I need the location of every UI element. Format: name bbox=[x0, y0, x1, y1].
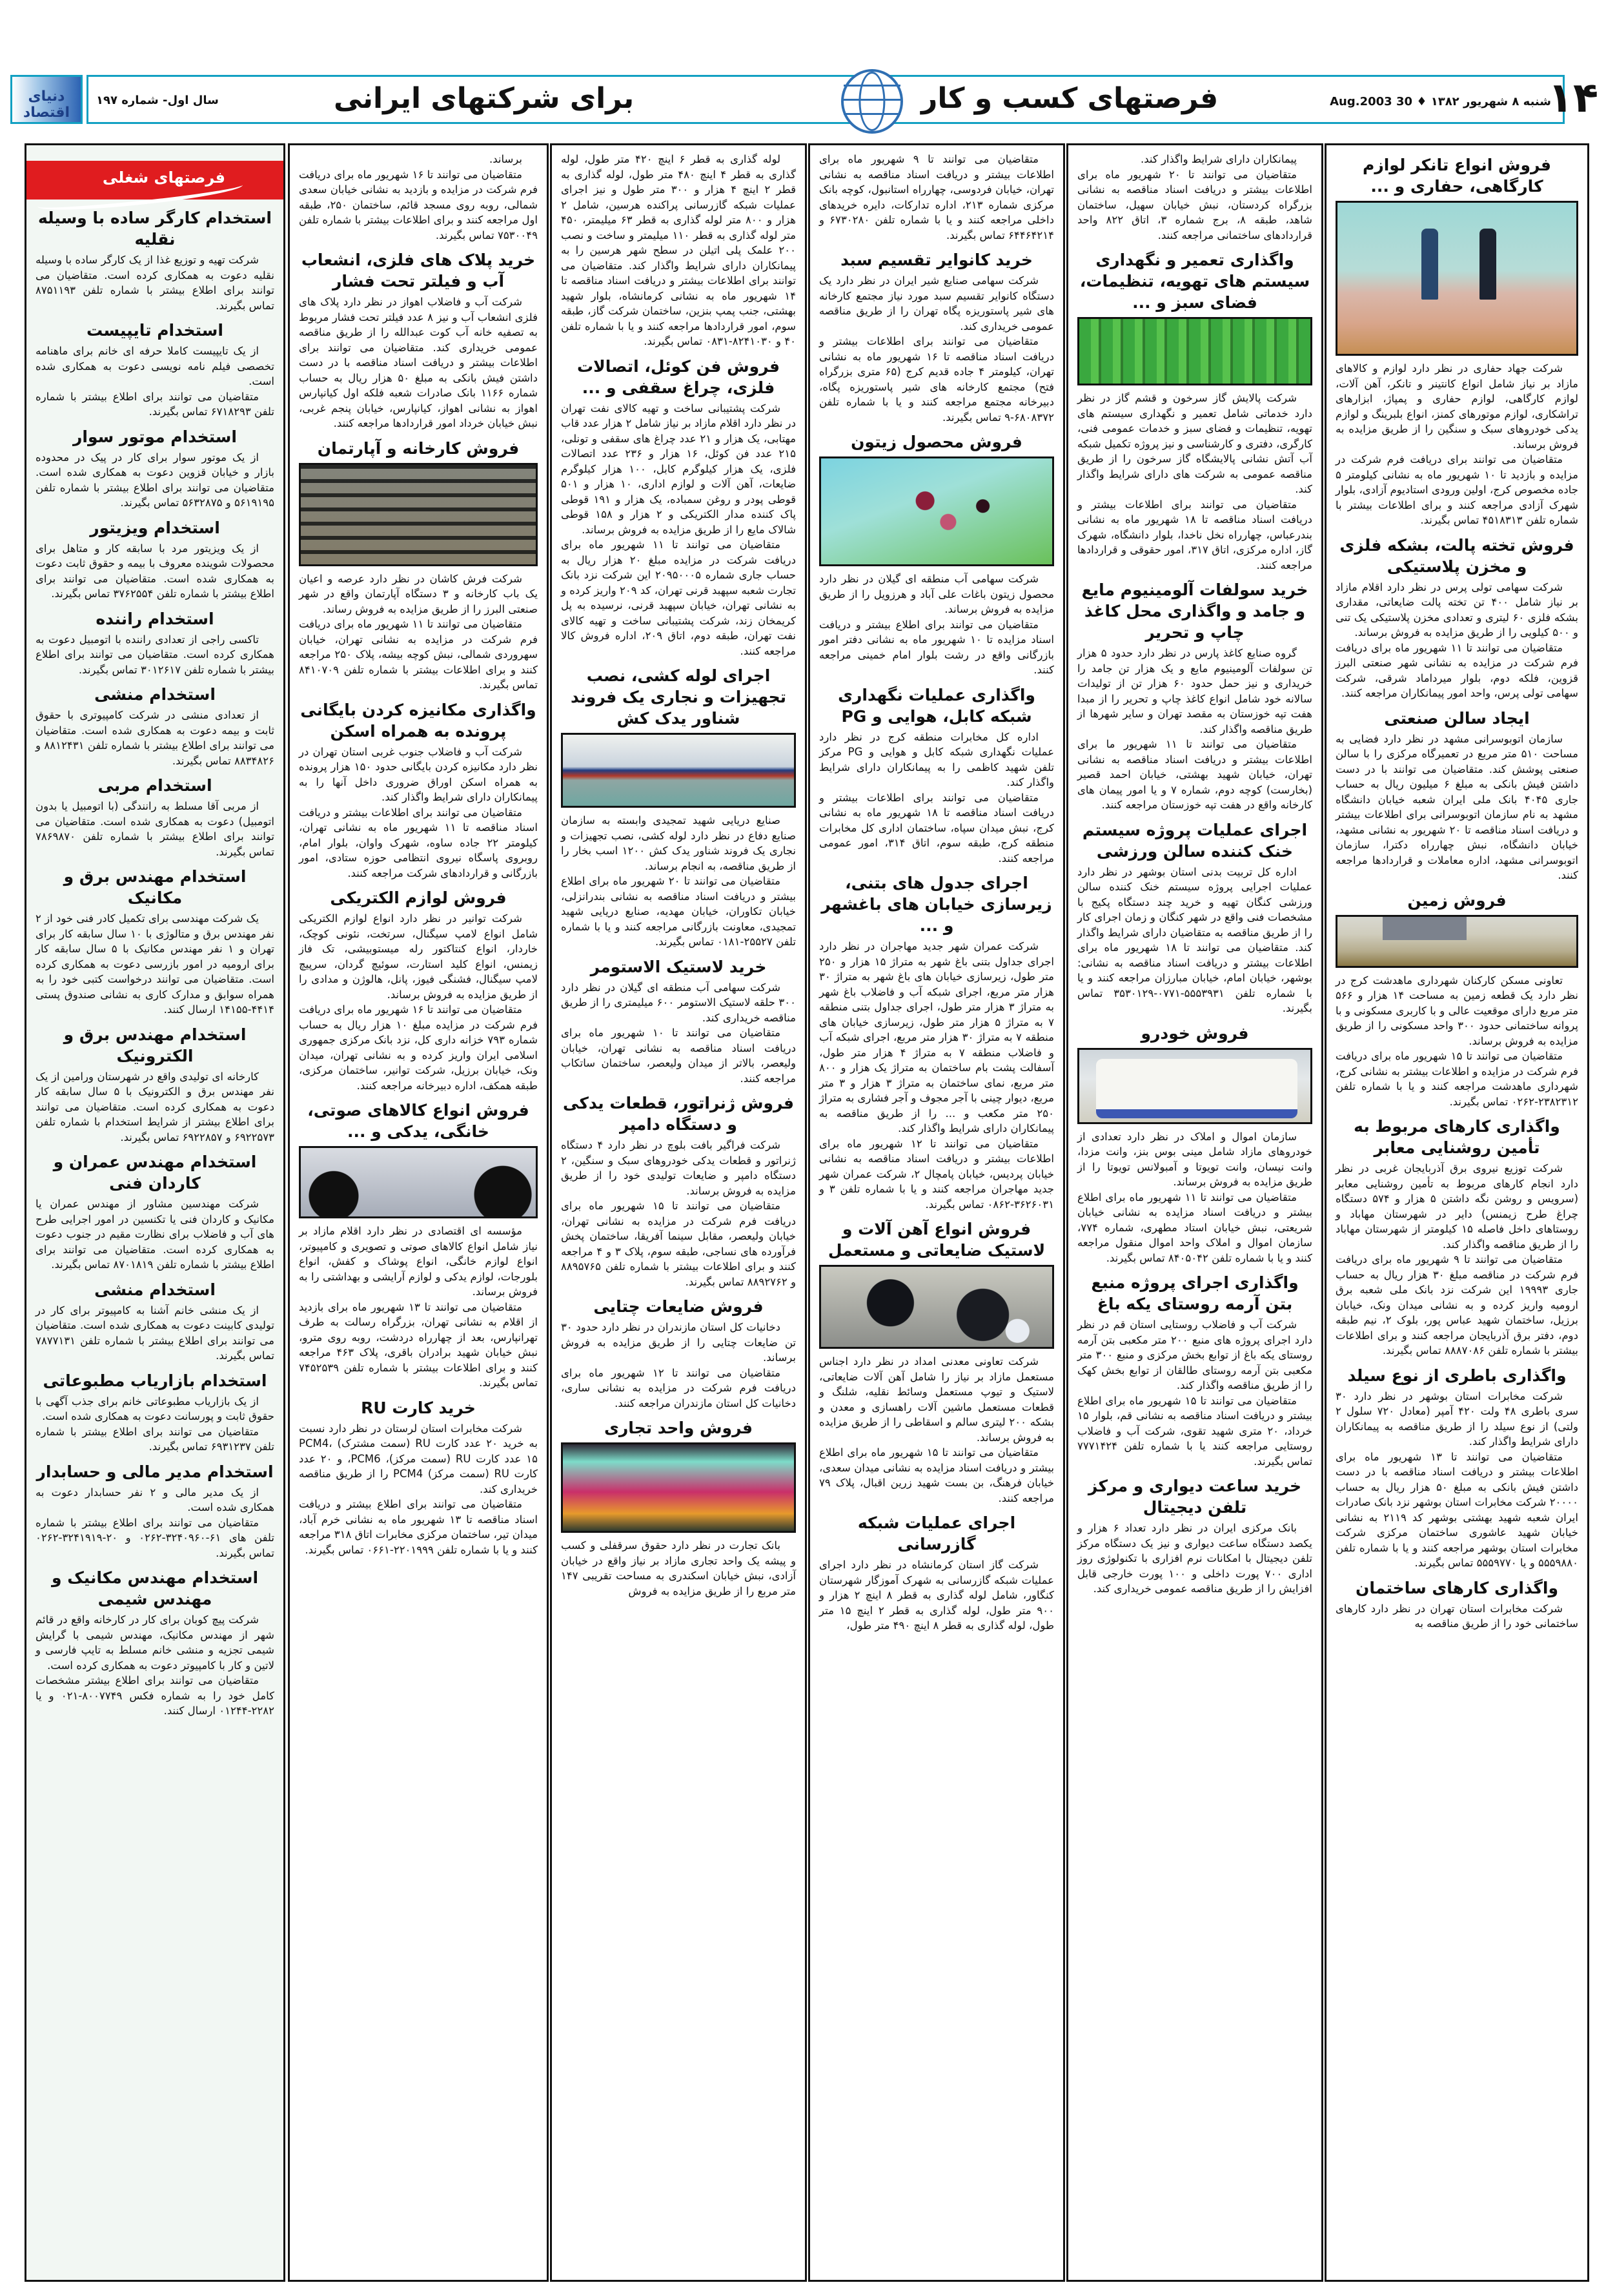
ad-body-paragraph: شرکت فرش کاشان در نظر دارد عرصه و اعیان یک باب کارخانه و ۳ دستگاه آپارتمان واقع در شهر صنعتی البرز را از طریق مزایده به فروش رساند. bbox=[299, 572, 538, 615]
classified-ad bbox=[1077, 1023, 1312, 1266]
ad-body-paragraph: شرکت سهامی تولی پرس در نظر دارد اقلام مازاد بر نیاز شامل ۴۰۰ تن تخته پالت ضایعاتی، مقداری بشکه فلزی ۶۰ لیتری و تعدادی مخزن پلاستیکی یک تنی و ۵۰۰ کیلویی را از طریق مزایده به فروش برساند. bbox=[1336, 580, 1578, 639]
ad-body-paragraph: متقاضیان می توانند برای اطلاع بیشتر با شماره تلفن ۶۹۳۱۲۳۷ تماس بگیرند. bbox=[36, 1425, 274, 1453]
ad-body-paragraph: دخانیات کل استان مازندران در نظر دارد حدود ۳۰ تن ضایعات چتایی را از طریق مزایده به فروش برساند. bbox=[561, 1321, 796, 1364]
classified-ad bbox=[36, 426, 274, 511]
ad-body-paragraph: متقاضیان می توانند تا ۱۳ شهریور ماه برای اطلاعات بیشتر و دریافت اسناد مناقصه با در دست داشتن فیش بانکی به مبلغ ۵۰ هزار ریال به حساب ۲۰۰۰۰ شرکت مخابرات استان بوشهر نزد بانک صادرات ایران شعبه شهید بهشتی بوشهر کد ۲۱۱۹ به نشانی خیابان شهید عاشوری ساختمان مرکزی شرکت مخابرات استان بوشهر مراجعه کنند و یا با شماره تلفن ۵۵۵۹۸۸۰ و یا ۵۵۵۹۷۷۰ تماس بگیرند. bbox=[1336, 1450, 1578, 1569]
ad-headline: فروش انواع کالاهای صوتی، خانگی، یدکی و ... bbox=[307, 1101, 529, 1141]
column-2 bbox=[288, 143, 549, 2282]
ad-headline: خرید کارت RU bbox=[361, 1398, 476, 1417]
classified-ad bbox=[299, 1397, 538, 1558]
classified-ad bbox=[36, 608, 274, 678]
ad-body-paragraph: از یک منشی خانم آشنا به کامپیوتر برای کار در تولیدی کابینت دعوت به همکاری شده است. متقاضیان می توانند برای اطلاع بیشتر با شماره تلفن ۷۸۷۷۱۳۱ تماس بگیرند. bbox=[36, 1304, 274, 1362]
drilling-workers-photo bbox=[1336, 201, 1578, 356]
ad-body-paragraph: شرکت پیچ کوبان برای کار در کارخانه واقع در قائم شهر از مهندس مکانیک، مهندس شیمی با گرایش شیمی تجزیه و منشی خانم مسلط به تایپ فارسی و لاتین و کار با کامپیوتر دعوت به همکاری کرده است. bbox=[36, 1614, 274, 1672]
classified-ad bbox=[819, 1218, 1054, 1506]
ad-headline: فروش کارخانه و آپارتمان bbox=[317, 438, 520, 458]
ad-body-paragraph: اداره کل تربیت بدنی استان بوشهر در نظر دارد عملیات اجرایی پروژه سیستم خنک کننده سالن ورزشی کنگان تهیه و خرید چند دستگاه پکیج با مشخصات فنی واقع در شهر کنگان و زمان اجرای کار را از طریق مناقصه به متقاضیان دارای شرایط واگذار کند. متقاضیان می توانند تا ۱۸ شهریور ماه برای اطلاعات بیشتر و دریافت اسناد مناقصه به نشانی: بوشهر، خیابان امام، خیابان مبارزان مراجعه کنند و یا با شماره تلفن ۵۵۵۳۹۳۱-۰۷۷۱-۳۵۳۰۱۲۹ تماس بگیرند. bbox=[1077, 865, 1313, 1014]
classified-ad bbox=[561, 665, 796, 950]
ad-body-paragraph: از یک ویزیتور مرد با سابقه کار و متاهل برای محصولات شوینده معروف با بیمه و حقوق ثابت دعوت به همکاری شده است. متقاضیان می توانند برای اطلاع بیشتر با شماره تلفن ۳۷۶۲۵۵۴ تماس بگیرند. bbox=[36, 542, 274, 600]
classified-ad bbox=[819, 1512, 1054, 1634]
ad-body-paragraph: متقاضیان می توانند تا ۱۱ شهریور ماه برای دریافت فرم شرکت در مزایده به نشانی شهر صنعتی البرز قزوین، فلکه دوم، بلوار میرداماد شرقی، شرکت سهامی تولی پرس، واحد امور پیمانکاران مراجعه کنند. bbox=[1336, 641, 1578, 699]
ad-body-paragraph: شرکت جهاد حفاری در نظر دارد لوازم و کالاهای مازاد بر نیاز شامل انواع کانتینر و تانکر، آهن آلات، لوازم کارگاهی، لوازم حفاری و پمپاژ، ابزارهای تراشکاری، لوازم موتورهای کمنز، انواع بلبرینگ و لوازم یدکی خودروهای سبک و سنگین را از طریق مزایده به فروش برساند. bbox=[1336, 362, 1578, 451]
ad-body-paragraph: متقاضیان می توانند برای اطلاعات بیشتر و دریافت اسناد مناقصه تا ۱۱ شهریور ماه به نشانی تهران، کیلومتر ۲۲ جاده ساوه، شهرک واوان، بلوار امام، روبروی پاسگاه نیروی انتظامی حوزه ستادی، امور بازرگانی و قراردادهای شرکت مراجعه کنند. bbox=[299, 806, 538, 879]
classified-ad bbox=[299, 152, 538, 243]
page-number: ۱۴ bbox=[1547, 74, 1598, 122]
classified-ad bbox=[1336, 708, 1578, 883]
classified-ad bbox=[36, 517, 274, 602]
stereo-photo bbox=[299, 1146, 538, 1218]
ad-body-paragraph: سازمان اموال و املاک در نظر دارد تعدادی از خودروهای مازاد شامل مینی بوس بنز، وانت مزدا، وانت نیسان، وانت تویوتا و آمبولانس تویوتا را از طریق مزایده به فروش برساند. bbox=[1077, 1130, 1312, 1188]
classified-ad bbox=[1077, 1272, 1312, 1469]
ad-body-paragraph: متقاضیان می توانند تا ۱۳ شهریور ماه برای بازدید از اقلام به نشانی تهران، بزرگراه رسالت به طرف تهرانپارس، بعد از چهارراه دردشت، روبه روی مترو، نبش خیابان شهید برادران باقری، پلاک ۴۶۳ مراجعه کنند و برای اطلاعات بیشتر با شماره تلفن ۷۴۵۲۵۳۹ تماس بگیرند. bbox=[299, 1300, 538, 1389]
ad-body-paragraph: متقاضیان می توانند تا ۱۱ شهریور ماه برای دریافت فرم شرکت در مزایده به نشانی تهران، خیابان سهروردی شمالی، نبش کوچه بیشه، پلاک ۲۵۰ مراجعه کنند و برای اطلاعات بیشتر با شماره تلفن ۸۴۱۰۷۰۹ تماس بگیرند. bbox=[299, 618, 538, 691]
ad-headline: اجرای جدول های بتنی، زیرسازی خیابان های باغشهر و ... bbox=[821, 874, 1052, 935]
ad-body-paragraph: کارخانه ای تولیدی واقع در شهرستان ورامین از یک نفر مهندس برق و الکترونیک با ۵ سال سابقه کار دعوت به همکاری کرده است. متقاضیان می توانند برای اطلاع بیشتر از شرایط استخدام با شماره تلفن ۶۹۲۲۵۷۳ و ۶۹۲۲۸۵۷ تماس بگیرند. bbox=[36, 1070, 274, 1143]
worker-figure bbox=[1421, 229, 1438, 300]
ad-body-paragraph: متقاضیان می توانند تا ۱۵ شهریور ماه برای دریافت فرم شرکت در مزایده و اطلاعات بیشتر به نشانی کرج، شهرداری ماهدشت مراجعه کنند و یا با شماره تلفن ۲۳۸۲۳۱۲-۰۲۶۲ تماس بگیرند. bbox=[1336, 1050, 1578, 1108]
ad-headline: استخدام مهندس مکانیک و مهندس شیمی bbox=[51, 1568, 259, 1608]
factory-photo bbox=[299, 463, 538, 566]
column-5 bbox=[1066, 143, 1323, 2282]
ad-body-paragraph: از یک تایپیست کاملا حرفه ای خانم برای ماهنامه تخصصی فیلم نامه نویسی دعوت به همکاری شده است. bbox=[36, 345, 274, 387]
ad-body-paragraph: متقاضیان می توانند تا ۱۶ شهریور ماه برای دریافت فرم شرکت در مزایده مبلغ ۱۰ هزار ریال به حساب شماره ۷۹۳ خزانه داری کل، نزد بانک مرکزی جمهوری اسلامی ایران واریز کرده و به نشانی تهران، میدان ونک، خیابان برزیل، شرکت توانیر، ساختمان مرکزی، طبقه همکف، اداره دبیرخانه مراجعه کنند. bbox=[299, 1003, 538, 1092]
classified-ad bbox=[1077, 579, 1312, 813]
classified-ad bbox=[1077, 249, 1312, 573]
ad-headline: ایجاد سالن صنعتی bbox=[1384, 708, 1530, 728]
masthead bbox=[9, 72, 1598, 128]
classified-ad bbox=[299, 699, 538, 881]
ad-body-paragraph: متقاضیان می توانند تا ۱۰ شهریور ماه برای دریافت اسناد مناقصه به نشانی تهران، خیابان ولیعصر، بالاتر از میدان ولیعصر، ساختمان ساتکاب مراجعه کنند. bbox=[561, 1027, 796, 1085]
ad-body-paragraph: متقاضیان می توانند تا ۱۱ شهریور ماه برای اطلاع بیشتر و دریافت اسناد مزایده به نشانی خیابان شریعتی، نبش خیابان استاد مطهری، شماره ۷۷۴، سازمان اموال و املاک واحد اموال منقول مراجعه کنند و یا با شماره تلفن ۸۴۰۵۰۴۲ تماس بگیرند. bbox=[1077, 1191, 1312, 1264]
classified-ad bbox=[561, 1296, 796, 1411]
ad-headline: فروش خودرو bbox=[1141, 1023, 1249, 1043]
logo-text: دنیای اقتصاد bbox=[23, 88, 70, 121]
olive-photo bbox=[819, 456, 1054, 566]
ad-body-paragraph: متقاضیان می توانند تا ۱۱ شهریور ما برای اطلاعات بیشتر و دریافت اسناد مناقصه به نشانی تهران، خیابان شهید بهشتی، خیابان احمد قصیر (بخارست) کوچه دوم، شماره ۷ و یا امور پیمان های کارخانه واقع در هفت تپه خوزستان مراجعه کنند. bbox=[1077, 738, 1313, 811]
classified-ad bbox=[561, 956, 796, 1087]
forest-photo bbox=[1077, 317, 1312, 385]
ad-headline: استخدام ویزیتور bbox=[90, 518, 220, 537]
ad-headline: فروش ژنراتور، قطعات یدکی و دستگاه دامپر bbox=[563, 1094, 794, 1134]
ad-body-paragraph: شرکت مخابرات استان تهران در نظر دارد کارهای ساختمانی خود را از طریق مناقصه به bbox=[1336, 1602, 1578, 1630]
classified-ad bbox=[819, 249, 1054, 425]
ad-body-paragraph: متقاضیان می توانند برای اطلاعات بیشتر و دریافت اسناد مناقصه تا ۱۸ شهریور ماه به نشانی کرج، نبش میدان سپاه، ساختمان اداری کل مخابرات منطقه کرج، طبقه سوم، اتاق ۳۱۴، امور عمومی مراجعه کنند. bbox=[819, 791, 1055, 865]
ad-headline: استخدام راننده bbox=[96, 609, 214, 628]
jobs-section-banner bbox=[26, 161, 283, 200]
ad-body-paragraph: شرکت سهامی صنایع شیر ایران در نظر دارد یک دستگاه کانوایر تقسیم سبد مورد نیاز مجتمع کارخانه های شیر پاستوریزه پگاه تهران را از طریق مناقصه عمومی خریداری کند. bbox=[819, 274, 1054, 333]
ad-body-paragraph: شرکت پشتیبانی ساخت و تهیه کالای نفت تهران در نظر دارد اقلام مازاد بر نیاز شامل ۲ هزار عدد قاب مهتابی، یک هزار و ۲۱ عدد چراغ های سقفی و تونلی، ۲۱۵ عدد فن کوئل، ۱۶ هزار و ۲۳۶ عدد اتصالات فلزی، یک هزار کیلوگرم کابل، ۱۰۰ هزار کیلوگرم ضایعات، آهن آلات و لوازم اداری، ۱۰ هزار و ۵۰۱ قوطی پودر و روغن سمباده، یک هزار و ۱۹۱ قوطی پاک کننده مدار الکتریکی و ۲ هزار و ۱۵۸ قوطی شالاک مایع را از طریق مزایده به فروش برساند. bbox=[561, 402, 796, 536]
ad-body-paragraph: شرکت مخابرات استان لرستان در نظر دارد نسبت به خرید ۲۰ عدد کارت RU (سمت مشترک) PCM4، ۱۵ عدد کارت RU (سمت مرکز)، PCM6، و ۲۰ عدد کارت RU (سمت مرکز) PCM4 را از طریق مناقصه خریداری کند. bbox=[299, 1422, 538, 1495]
ad-body-paragraph: یک شرکت مهندسی برای تکمیل کادر فنی خود از ۲ نفر مهندس برق و متالوژی با ۱۰ سال سابقه کار برای تهران و ۱ نفر مهندس مکانیک با ۵ سال سابقه کار برای ارومیه در امور بازرسی دعوت به همکاری کرده است. متقاضیان می توانند درخواست کتبی خود را به همراه سوابق و مدارک کاری به نشانی صندوق پستی ۴۴۱۴-۱۴۱۵۵ ارسال کنند. bbox=[36, 912, 274, 1016]
ad-body-paragraph: شرکت آب و فاضلاب اهواز در نظر دارد پلاک های فلزی انشعاب آب و نیز ۸ عدد فیلتر تحت فشار مربوط به تصفیه خانه آب کوت عبدالله را از طریق مناقصه عمومی خریداری کند. متقاضیان می توانند برای اطلاعات بیشتر و دریافت اسناد مناقصه با در دست داشتن فیش بانکی به مبلغ ۵۰ هزار ریال به حساب شماره ۱۱۶۶ بانک صادرات شعبه فلکه اول کیانپارس اهواز به نشانی اهواز، کیانپارس، خیابان پنجم غربی، نبش خیابان خرداد امور قراردادها مراجعه کنند. bbox=[299, 296, 538, 429]
classified-ad bbox=[36, 1151, 274, 1273]
ad-headline: فروش لوازم الکتریکی bbox=[330, 888, 507, 907]
ad-headline: خرید کانوایر تقسیم سبد bbox=[840, 251, 1033, 269]
ad-body-paragraph: متقاضیان می توانند تا ۲۰ شهریور ماه برای اطلاعات بیشتر و دریافت اسناد مناقصه به نشانی بزرگراه کردستان، نبش خیابان سهیل، ساختمان شاهد، طبقه ۸، برج شماره ۳، اتاق ۸۲۲ واحد قراردادهای ساختمانی مراجعه کنند. bbox=[1077, 168, 1312, 241]
ad-headline: استخدام تایپیست bbox=[86, 321, 223, 340]
ad-headline: استخدام بازاریاب مطبوعاتی bbox=[43, 1371, 267, 1390]
ad-headline: خرید لاستیک الاستومر bbox=[590, 957, 767, 976]
classified-ad bbox=[299, 249, 538, 431]
ad-body-paragraph: متقاضیان می توانند تا ۱۲ شهریور ماه برای دریافت فرم شرکت در مزایده به نشانی ساری، دخانیات کل استان مازندران مراجعه کنند. bbox=[561, 1366, 796, 1409]
ad-headline: فروش ضایعات چتایی bbox=[593, 1297, 764, 1316]
barge-photo bbox=[561, 733, 796, 808]
ad-body-paragraph: متقاضیان می توانند برای اطلاع بیشتر با شماره تلفن های ۶۱-۳۲۴۰۹۶۰-۰۲۶۲ و ۲۰-۳۲۴۱۹۱۹-۰۲۶۲ تماس بگیرند. bbox=[36, 1516, 274, 1559]
ad-headline: فروش تخته پالت، بشکه فلزی و مخزن پلاستیکی bbox=[1339, 535, 1574, 576]
classified-ad bbox=[36, 1461, 274, 1561]
globe-icon bbox=[841, 69, 903, 134]
ad-body-paragraph: متقاضیان می توانند برای اطلاعات بیشتر و دریافت اسناد مناقصه تا ۱۸ شهریور ماه به نشانی بندرعباس، چهارراه نخل ناخدا، بلوار دانشگاه، شهرک گاز، اداره مرکزی، اتاق ۳۱۷، امور حقوقی و قراردادها مراجعه کنند. bbox=[1077, 498, 1313, 571]
land-photo bbox=[1336, 915, 1578, 968]
ad-body-paragraph: متقاضیان می توانند برای اطلاع بیشتر مشخصات کامل خود را به شماره فکس ۸۰۰۷۷۴۹-۰۲۱ و یا ۲۲۸۲-۰۱۲۴۴ ارسال کنند. bbox=[36, 1674, 275, 1717]
ad-body-paragraph: شرکت سهامی آب منطقه ای گیلان در نظر دارد محصول زیتون باغات علی آباد و هرزویل را از طریق مزایده به فروش برساند. bbox=[819, 573, 1054, 615]
ad-body-paragraph: شرکت مهندسین مشاور از مهندس عمران یا مکانیک و کاردان فنی یا تکنسین در امور اجرایی طرح های آب و فاضلاب برای نظارت مقیم در جنوب دعوت به همکاری کرده است. متقاضیان می توانند برای اطلاع بیشتر با شماره تلفن ۸۷۰۱۸۱۹ تماس بگیرند. bbox=[36, 1198, 274, 1271]
ad-body-paragraph: سازمان اتوبوسرانی مشهد در نظر دارد فضایی به مساحت ۵۱۰ متر مربع در تعمیرگاه مرکزی را با سالن صنعتی پوشش کند. متقاضیان می توانند با در دست داشتن فیش بانکی به مبلغ ۶ میلیون ریال به حساب جاری ۴۰۴۵ بانک ملی ایران شعبه خیابان دانشگاه مشهد به نام سازمان اتوبوسرانی برای اطلاعات بیشتر و دریافت اسناد مناقصه تا ۲۰ شهریور به نشانی مشهد، خیابان دانشگاه، نبش چهارراه دکترا، سازمان اتوبوسرانی مشهد، اداره معاملات و قراردادها مراجعه کنند. bbox=[1336, 732, 1579, 881]
ad-body-paragraph: متقاضیان می توانند برای دریافت فرم شرکت در مزایده و بازدید تا ۱۰ شهریور ماه به نشانی کیلومتر ۵ جاده مخصوص کرج، اولین ورودی استادیوم آزادی، بلوار شهرک آزادی مراجعه کنند و برای اطلاعات بیشتر با شماره تلفن ۴۵۱۸۳۱۳ تماس بگیرند. bbox=[1336, 453, 1578, 526]
newspaper-logo bbox=[10, 75, 83, 124]
ad-body-paragraph: شرکت آب و فاضلاب روستایی استان قم در نظر دارد اجرای پروژه های منبع ۲۰۰ متر مکعبی بتن آرمه روستای یکه باغ از توابع بخش مرکزی و منبع ۳۰۰ متر مکعبی بتن آرمه روستای طالقان از توابع بخش کهک را از طریق مناقصه واگذار کند. bbox=[1077, 1318, 1312, 1391]
ad-headline: فروش انواع تانکر لوازم کارگاهی، حفاری و ... bbox=[1363, 156, 1551, 196]
ad-body-paragraph: پیمانکاران دارای شرایط واگذار کند. bbox=[1140, 153, 1297, 165]
ad-body-paragraph: شرکت توانیر در نظر دارد انواع لوازم الکتریکی شامل انواع لامپ سیگنال، سرتخت، نئونی کوچک، خاردار، انواع کنتاکتور رله میستوبیشی، تک فاز زیمنس، انواع کلید استارت، سوئیچ گردان، سرپیچ لامپ سیگنال، فشنگی فیوز، پانل، هالوژن و مدادی را از طریق مزایده به فروش برساند. bbox=[299, 912, 538, 1001]
ad-body-paragraph: از تعدادی منشی در شرکت کامپیوتری با حقوق ثابت و بیمه دعوت به همکاری شده است. متقاضیان می توانند برای اطلاع بیشتر با شماره تلفن ۸۸۱۲۴۳۱ و ۸۸۳۴۸۲۶ تماس بگیرند. bbox=[36, 709, 274, 767]
ad-body-paragraph: شرکت توزیع نیروی برق آذربایجان غربی در نظر دارد انجام کارهای مربوط به تأمین روشنایی معابر (سرویس و روشن نگه داشتن ۵ هزار و ۵۷۴ دستگاه چراغ طرح زیمنس) دایر در شهرستان مهاباد و روستاهای داخل فاصله ۱۵ کیلومتر از شهرستان مهاباد را از طریق مناقصه واگذار کند. bbox=[1336, 1162, 1579, 1251]
ad-body-paragraph: بانک تجارت در نظر دارد حقوق سرقفلی و کسب و پیشه یک واحد تجاری مازاد بر نیاز واقع در خیابان آزادی، نبش خیابان اسکندری به مساحت تقریبی ۱۴۷ متر مربع را از طریق مزایده به فروش bbox=[561, 1539, 796, 1597]
ad-body-paragraph: از مربی آقا مسلط به رانندگی (با اتومبیل یا بدون اتومبیل) دعوت به همکاری شده است. متقاضیان می توانند برای اطلاع بیشتر با شماره تلفن ۷۸۶۹۸۷۰ تماس بگیرند. bbox=[36, 800, 274, 858]
ad-headline: واگذاری اجرای پروژه منبع بتن آرمه روستای یکه باغ bbox=[1091, 1273, 1299, 1313]
ad-headline: استخدام مهندس عمران و کاردان فنی bbox=[53, 1153, 257, 1193]
ad-headline: اجرای عملیات شبکه گازرسانی bbox=[857, 1513, 1016, 1553]
ad-headline: استخدام مربی bbox=[97, 776, 212, 795]
classified-ad bbox=[299, 887, 538, 1093]
classified-ad bbox=[819, 684, 1054, 866]
classified-ad bbox=[561, 1092, 796, 1289]
classified-ad bbox=[299, 1100, 538, 1391]
tires-photo bbox=[819, 1265, 1054, 1349]
ad-body-paragraph: متقاضیان می توانند تا ۱۲ شهریور ماه برای اطلاعات بیشتر و دریافت اسناد مناقصه به نشانی خیابان پردیس، خیابان پامچال ۲، شرکت عمران شهر جدید مهاجران مراجعه کنند و یا با شماره تلفن ۳ و ۳۶۲۶۰۳۱-۰۸۶۲ تماس بگیرند. bbox=[819, 1137, 1054, 1211]
classified-ad bbox=[1336, 154, 1578, 528]
ad-body-paragraph: شرکت فراگیر بافت بلوچ در نظر دارد ۴ دستگاه ژنراتور و قطعات یدکی خودروهای سبک و سنگین، ۲ دستگاه دامپر و ضایعات تولیدی خود را از طریق مزایده به فروش برساند. bbox=[561, 1139, 796, 1197]
ad-body-paragraph: صنایع دریایی شهید تمجیدی وابسته به سازمان صنایع دفاع در نظر دارد لوله کشی، نصب تجهیزات و نجاری یک فروند شناور یدک کش ۱۲۰۰ اسب بخار را از طریق مناقصه، به انجام برساند. bbox=[561, 814, 797, 872]
ad-body-paragraph: متقاضیان می توانند تا ۱۶ شهریور ماه برای دریافت فرم شرکت در مزایده و بازدید به نشانی خیابان سعدی شمالی، روبه روی مسجد قائم، ساختمان ۲۵۰، طبقه اول مراجعه کنند و برای اطلاعات بیشتر با شماره تلفن ۷۵۳۰۰۴۹ تماس بگیرند. bbox=[299, 168, 538, 241]
ad-body-paragraph: شرکت تهیه و توزیع غذا از یک کارگر ساده با وسیله نقلیه دعوت به همکاری کرده است. متقاضیان می توانند برای اطلاع بیشتر با شماره تلفن ۸۷۵۱۱۹۳ تماس بگیرند. bbox=[36, 254, 274, 312]
ad-headline: فروش محصول زیتون bbox=[851, 433, 1022, 451]
ad-headline: فروش زمین bbox=[1407, 890, 1507, 910]
ad-headline: استخدام مدیر مالی و حسابدار bbox=[36, 1462, 274, 1481]
classified-ad bbox=[36, 866, 274, 1018]
ad-headline: استخدام کارگر ساده با وسیله نقلیه bbox=[38, 209, 272, 249]
ad-body-paragraph: از یک موتور سوار برای کار در پیک در محدوده بازار و خیابان قزوین دعوت به همکاری شده است. متقاضیان می توانند برای اطلاع بیشتر با شماره تلفن ۵۶۱۹۱۹۵ و ۵۶۳۲۸۷۵ تماس بگیرند. bbox=[36, 451, 274, 509]
ad-body-paragraph: تعاونی مسکن کارکنان شهرداری ماهدشت کرج در نظر دارد یک قطعه زمین به مساحت ۱۴ هزار و ۵۶۶ متر مربع دارای موقعیت عالی و با کاربری مسکونی و با پروانه ساختمانی حدود ۳۰۰ واحد مسکونی را از طریق مزایده به فروش برساند. bbox=[1336, 974, 1579, 1047]
ad-headline: استخدام منشی bbox=[94, 1280, 216, 1299]
ad-body-paragraph: لوله گذاری به قطر ۶ اینچ ۴۲۰ متر طول، لوله گذاری به قطر ۴ اینچ ۴۸۰ متر طول، لوله گذاری به قطر ۲ اینچ ۴ هزار و ۳۰۰ متر طول و نیز اجرای عملیات شبکه گازرسانی پراکنده هرسین، شامل ۲ هزار و ۸۰۰ متر لوله گذاری به قطر ۶۳ میلیمتر، ۴۵۰ متر لوله گذاری به قطر ۱۱۰ میلیمتر و ساخت و نصب ۲۰۰ علمک پلی اتیلن در سطح شهر هرسین را به پیمانکاران دارای شرایط واگذار کند. متقاضیان می توانند برای اطلاعات بیشتر و دریافت اسناد مناقصه تا ۱۴ شهریور ماه به نشانی کرمانشاه، بلوار شهید بهشتی، جنب پمپ بنزین، ساختمان شرکت گاز، طبقه سوم، امور قراردادها مراجعه کنند و یا با شماره تلفن ۴۰ و ۸۲۴۱۰۳۰-۰۸۳۱ تماس بگیرند. bbox=[561, 153, 797, 347]
column-job-opportunities bbox=[25, 143, 285, 2282]
classified-ad bbox=[1336, 890, 1578, 1110]
ad-body-paragraph: تاکسی راجی از تعدادی راننده با اتومبیل دعوت به همکاری کرده است. متقاضیان می توانند برای اطلاع بیشتر با شماره تلفن ۳۰۱۲۶۱۷ تماس بگیرند. bbox=[36, 633, 274, 676]
ad-body-paragraph: شرکت مخابرات استان بوشهر در نظر دارد ۳۰ سری باطری ۴۸ ولت ۴۲۰ آمپر (معادل ۷۲۰ سلول ۲ ولتی) از نوع سیلد را از طریق مناقصه به پیمانکاران دارای شرایط واگذار کند. bbox=[1336, 1389, 1579, 1448]
issue-date: شنبه ۸ شهریور ۱۳۸۲ ♦ 30 Aug.2003 bbox=[1330, 95, 1551, 108]
ad-headline: استخدام مهندس برق و الکترونیک bbox=[63, 1025, 247, 1065]
classified-ad bbox=[819, 152, 1054, 243]
classified-ad bbox=[299, 438, 538, 693]
ad-body-paragraph: مؤسسه ای اقتصادی در نظر دارد اقلام مازاد بر نیاز شامل انواع کالاهای صوتی و تصویری و کامپیوتر، انواع لوازم خانگی، انواع پوشاک و کفش، انواع بلورجات، لوازم یدکی و لوازم آرایشی و بهداشتی را به فروش برساند. bbox=[299, 1225, 538, 1298]
column-3 bbox=[550, 143, 807, 2282]
worker-figure bbox=[1479, 229, 1496, 300]
ad-headline: اجرای عملیات پروژه سیستم خنک کننده سالن ورزشی bbox=[1082, 820, 1308, 861]
ad-body-paragraph: بانک مرکزی ایران در نظر دارد تعداد ۶ هزار و یکصد دستگاه ساعت دیواری و نیز یک دستگاه مرکز تلفن دیجیتال با امکانات نرم افزاری با تکنولوژی روز اداری ۷۰۰ پورت داخلی و ۱۰۰ پورت خارجی قابل افزایش را از طریق مناقصه عمومی خریداری کند. bbox=[1077, 1522, 1312, 1595]
classified-ad bbox=[36, 1370, 274, 1455]
ad-headline: خرید سولفات آلومینیوم مایع و جامد و واگذاری محل کاغذ چاپ و تحریر bbox=[1081, 580, 1308, 642]
ad-headline: اجرای لوله کشی، نصب تجهیزات و نجاری یک فروند شناور یدک کش bbox=[570, 666, 787, 728]
issue-number: سال اول- شماره ۱۹۷ bbox=[96, 94, 219, 107]
masthead-banner bbox=[86, 75, 1565, 124]
classified-ad bbox=[819, 872, 1054, 1212]
ad-body-paragraph: شرکت آب و فاضلاب جنوب غربی استان تهران در نظر دارد مکانیزه کردن بایگانی حدود ۱۵۰ هزار پرونده به همراه اسکن اوراق ضروری داخل آنها را به پیمانکاران دارای شرایط واگذار کند. bbox=[299, 745, 538, 803]
classified-ad bbox=[561, 152, 796, 349]
ad-headline: فروش فن کوئل، اتصالات فلزی، چراغ سقفی و ... bbox=[576, 356, 780, 397]
ad-body-paragraph: متقاضیان می توانند تا ۹ شهریور ماه برای دریافت فرم شرکت در مناقصه مبلغ ۳۰ هزار ریال به حساب جاری ۱۹۹۹۳ این شرکت نزد بانک ملی شعبه برق ارومیه واریز کرده و به نشانی میدان ونک، خیابان برزیل، ساختمان شهید عباس پور، بلوک ۲، نیم طبقه دوم، دفتر برق آذربایجان مراجعه کنند و برای اطلاعات بیشتر با شماره تلفن ۸۸۸۷۰۸۶ تماس بگیرند. bbox=[1336, 1253, 1579, 1357]
ad-headline: واگذاری تعمیر و نگهداری سیستم های تهویه، تنظیمات، فضای سبز و ... bbox=[1079, 251, 1310, 312]
classified-ad bbox=[819, 431, 1054, 678]
ad-headline: واگذاری مکانیزه کردن بایگانی پرونده به همراه اسکن bbox=[300, 700, 536, 741]
ad-headline: واگذاری باطری از نوع سیلد bbox=[1347, 1366, 1567, 1385]
ad-body-paragraph: متقاضیان می توانند تا ۱۵ شهریور ماه برای اطلاع بیشتر و دریافت اسناد مزایده به نشانی میدان سعدی، خیابان فرهنگ، بن بست شهید زرین اقبال، پلاک ۷۹ مراجعه کنند. bbox=[819, 1446, 1054, 1504]
classified-ad bbox=[1336, 1577, 1578, 1632]
ad-body-paragraph: شرکت سهامی آب منطقه ای گیلان در نظر دارد ۳۰۰ حلقه لاستیک الاستومر ۶۰۰ میلیمتری را از طریق مناقصه خریداری کند. bbox=[561, 981, 796, 1024]
classified-ad bbox=[561, 356, 796, 659]
ad-body-paragraph: گروه صنایع کاغذ پارس در نظر دارد حدود ۵ هزار تن سولفات آلومینیوم مایع و یک هزار تن جامد را خریداری و نیز حمل حدود ۶۰ هزار تن از تولیدات سالانه خود شامل انواع کاغذ چاپ و تحریر را از مبدا هفت تپه خوزستان به مقصد تهران و سایر شهرها از طریق مناقصه واگذار کند. bbox=[1077, 647, 1312, 735]
classified-ad bbox=[1336, 1116, 1578, 1358]
section-title: فرصتهای کسب و کار bbox=[921, 82, 1219, 115]
ad-headline: استخدام منشی bbox=[94, 685, 216, 704]
ad-body-paragraph: شرکت عمران شهر جدید مهاجران در نظر دارد اجرای جداول بتنی باغ شهر به متراژ ۱۵ هزار و ۲۵۰ متر طول، زیرسازی خیابان های باغ شهر به متراژ ۳۰ هزار متر مربع، اجرای شبکه آب و فاضلاب باغ شهر به متراژ ۳ هزار متر طول، اجرای جداول بتنی منطقه ۷ به متراژ ۵ هزار متر طول، زیرسازی خیابان های منطقه ۷ به متراژ ۳۰ هزار متر مربع، اجرای شبکه آب و فاضلاب منطقه ۷ به متراژ ۴ هزار متر طول، آسفالت پشت بام ساختمان به متراژ یک هزار و ۸۰۰ متر مربع، نمای ساختمان به متراژ ۳ هزار و ۳ متر مربع، دیوار چینی با آجر مجوف و آجر فشاری به متراژ ۲۵۰ متر مکعب و ... را از طریق مناقصه به پیمانکاران دارای شرایط واگذار کند. bbox=[819, 940, 1055, 1134]
classified-ad bbox=[1077, 1475, 1312, 1597]
section-subtitle: برای شرکتهای ایرانی bbox=[334, 82, 635, 115]
classified-ad bbox=[1077, 152, 1312, 243]
ad-body-paragraph: برساند. bbox=[489, 153, 522, 165]
ad-body-paragraph: متقاضیان می توانند تا ۲۰ شهریور ماه برای اطلاع بیشتر و دریافت اسناد مناقصه به نشانی بندرانزلی، خیابان تکاوران، خیابان مهدیه، صنایع دریایی شهید تمجیدی، معاونت بازرگانی مراجعه کنند و یا با شماره تلفن ۲۵۵۲۷-۰۱۸۱ تماس بگیرند. bbox=[561, 875, 796, 948]
classified-ad bbox=[36, 775, 274, 859]
classified-ad bbox=[1077, 819, 1312, 1016]
ad-body-paragraph: متقاضیان می توانند برای اطلاعات بیشتر و دریافت اسناد مناقصه تا ۱۶ شهریور ماه به نشانی تهران، کیلومتر ۴ جاده قدیم کرج (۶۵ متری بزرگراه فتح) مجتمع کارخانه های شیر پاستوریزه پگاه، دبیرخانه مجتمع مراجعه کنند و یا با شماره تلفن ۶۸۰۸۳۷۲-۹ تماس بگیرند. bbox=[819, 335, 1055, 424]
ad-headline: استخدام موتور سوار bbox=[73, 427, 237, 446]
classified-ad bbox=[561, 1417, 796, 1599]
ad-body-paragraph: متقاضیان می توانند برای اطلاع بیشتر و دریافت اسناد مزایده تا ۱۰ شهریور ماه به نشانی دفتر امور بازرگانی واقع در رشت بلوار امام خمینی مراجعه کنند. bbox=[819, 618, 1054, 676]
ad-body-paragraph: شرکت تعاونی معدنی امداد در نظر دارد اجناس مستعمل مازاد بر نیاز را شامل آهن آلات ضایعاتی، لاستیک و تیوپ مستعمل وسائط نقلیه، شلنگ و قطعات مستعمل ماشین آلات راهسازی و معدن و بشکه ۲۰۰ لیتری سالم و اسقاطی را از طریق مزایده به فروش برساند. bbox=[819, 1355, 1054, 1444]
ad-body-paragraph: متقاضیان می توانند تا ۱۵ شهریور ماه برای اطلاع بیشتر و دریافت اسناد مناقصه به نشانی قم، بلوار ۱۵ خرداد، ۲۰ متری شهید تقوی، شرکت آب و فاضلاب روستایی مراجعه کنند یا با شماره تلفن ۷۷۷۱۴۲۴ تماس بگیرند. bbox=[1077, 1394, 1313, 1468]
ad-headline: خرید ساعت دیواری و مرکز تلفن دیجیتال bbox=[1088, 1477, 1302, 1517]
column-4 bbox=[808, 143, 1065, 2282]
ad-headline: خرید پلاک های فلزی، انشعاب آب و فیلتر تحت فشار bbox=[301, 251, 536, 291]
classified-ad bbox=[36, 684, 274, 768]
ad-body-paragraph: متقاضیان می توانند برای اطلاع بیشتر و دریافت اسناد مناقصه تا ۱۳ شهریور ماه به نشانی خرم آباد، میدان تیر، ساختمان مرکزی مخابرات اتاق ۳۱۸ مراجعه کنند و یا با شماره تلفن ۲۲۰۱۹۹۹-۰۶۶۱ تماس بگیرند. bbox=[299, 1498, 538, 1556]
ad-body-paragraph: متقاضیان می توانند تا ۹ شهریور ماه برای اطلاعات بیشتر و دریافت اسناد مناقصه به نشانی تهران، خیابان فردوسی، چهارراه استانبول، کوچه بانک مرکزی شماره ۲۱۳، اداره تدارکات، دایره خریدهای داخلی مراجعه کنند و یا با شماره تلفن ۶۷۳۰۲۸۰ و ۶۴۴۶۴۲۱۴ تماس بگیرند. bbox=[819, 153, 1054, 241]
ad-body-paragraph: شرکت گاز استان کرمانشاه در نظر دارد اجرای عملیات شبکه گازرسانی به شهرک آموزگار شهرستان کنگاور، شامل لوله گذاری به قطر ۸ اینچ ۲ هزار و ۹۰۰ متر طول، لوله گذاری به قطر ۲ اینچ ۱۵ متر طول، لوله گذاری به قطر ۸ اینچ ۴۹۰ متر طول، bbox=[819, 1559, 1055, 1632]
building-photo bbox=[561, 1442, 796, 1533]
classified-ad bbox=[36, 1024, 274, 1145]
classified-ad bbox=[1336, 1365, 1578, 1571]
classified-ad bbox=[1336, 535, 1578, 701]
ad-body-paragraph: متقاضیان می توانند تا ۱۱ شهریور ماه برای دریافت شرکت در مزایده مبلغ ۲۰ هزار ریال به حساب جاری شماره ۲۰۹۵۰۰۰۵ این شرکت نزد بانک تجارت شعبه سپهبد قرنی تهران، کد ۲۰۹ واریز کرده و به نشانی تهران، خیابان سپهبد قرنی، نرسیده به پل کریمخان زند، شرکت پشتیبانی ساخت و تهیه کالای نفت تهران، طبقه دوم، اتاق ۲۰۹، اداره فروش کالا مراجعه کنند. bbox=[561, 538, 796, 657]
ad-body-paragraph: شرکت پالایش گاز سرخون و قشم گاز در نظر دارد خدماتی شامل تعمیر و نگهداری سیستم های تهویه، تنظیمات و فضای سبز و خدمات عمومی فنی، کارگری، دفتری و کارشناسی و نیز پروژه تکمیل شبکه آب آتش نشانی پالایشگاه گاز سرخون را از طریق مناقصه عمومی به شرکت های دارای شرایط واگذار کند. bbox=[1077, 392, 1312, 495]
jobs-banner-label: فرصتهای شغلی bbox=[102, 169, 225, 187]
classified-ad bbox=[36, 207, 274, 313]
classified-ad bbox=[36, 1279, 274, 1364]
ad-headline: فروش واحد تجاری bbox=[604, 1419, 753, 1437]
ad-headline: واگذاری کارهای مربوط به تأمین روشنایی معابر bbox=[1354, 1117, 1560, 1157]
ad-headline: واگذاری عملیات نگهداری شبکه کابل، هوایی و PG bbox=[838, 685, 1035, 726]
ad-body-paragraph: از یک مدیر مالی و ۲ نفر حسابدار دعوت به همکاری شده است. bbox=[36, 1486, 274, 1513]
ad-headline: استخدام مهندس برق و مکانیک bbox=[63, 867, 247, 907]
ad-headline: فروش انواع آهن آلات و لاستیک ضایعاتی و مستعمل bbox=[828, 1220, 1046, 1260]
ad-body-paragraph: متقاضیان می توانند برای اطلاع بیشتر با شماره تلفن ۶۷۱۸۲۹۳ تماس بگیرند. bbox=[36, 390, 274, 418]
minibus-photo bbox=[1077, 1048, 1312, 1124]
classified-ad bbox=[36, 320, 274, 420]
ad-body-paragraph: متقاضیان می توانند تا ۱۵ شهریور ماه برای دریافت فرم شرکت در مزایده به نشانی تهران، خیابان ولیعصر، مقابل سینما آفریقا، ساختمان پخش فرآورده های نساجی، طبقه سوم، پلاک ۳ و ۴ مراجعه کنند و برای اطلاعات بیشتر با شماره تلفن ۸۸۹۵۷۶۵ و ۸۸۹۲۷۶۲ تماس بگیرند. bbox=[561, 1200, 796, 1288]
ad-body-paragraph: از یک بازاریاب مطبوعاتی خانم برای جذب آگهی با حقوق ثابت و پورسانت دعوت به همکاری شده است. bbox=[36, 1395, 274, 1422]
column-right bbox=[1325, 143, 1589, 2282]
ad-headline: واگذاری کارهای ساختمان bbox=[1355, 1578, 1558, 1597]
classified-ad bbox=[36, 1567, 274, 1719]
ad-body-paragraph: اداره کل مخابرات منطقه کرج در نظر دارد عملیات نگهداری شبکه کابل و هوایی و PG مرکز تلفن شهید کاظمی را به پیمانکاران دارای شرایط واگذار کند. bbox=[819, 730, 1054, 788]
